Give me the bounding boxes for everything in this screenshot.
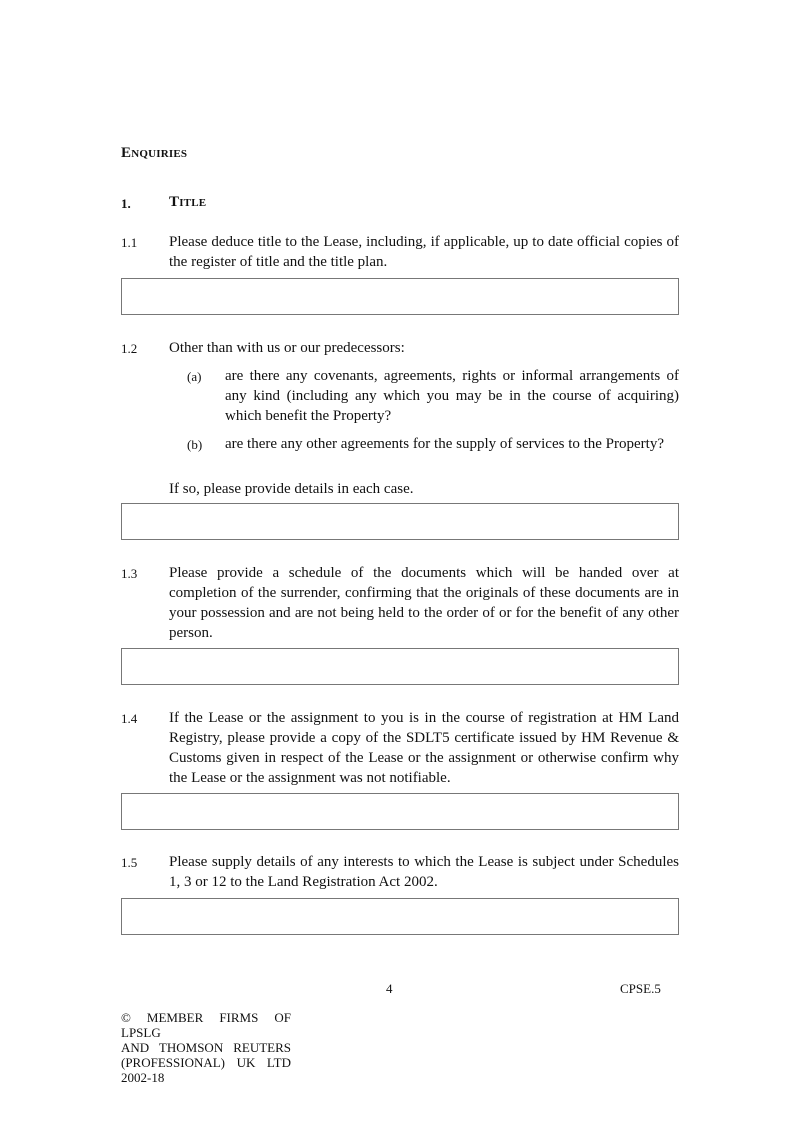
- sub-text-b: are there any other agreements for the supply of services to the Property?: [225, 436, 664, 452]
- sub-text-a: are there any covenants, agreements, rights or informal arrangements of any kind (including any which you may be in the course of acquiring) which benefit the Property?: [225, 368, 679, 424]
- followup-text-1-2: If so, please provide details in each case.: [169, 481, 414, 497]
- page-number: 4: [386, 981, 393, 996]
- answer-box-1-3[interactable]: [121, 648, 679, 685]
- item-text-1-3: Please provide a schedule of the documents which will be handed over at completion of the surrender, confirming that the originals of these documents are in your possession and are not being held to the order of or for the benefit of any other person.: [169, 565, 679, 641]
- page-heading: Enquiries: [121, 145, 188, 161]
- section-title: Title: [169, 194, 207, 210]
- answer-box-1-1[interactable]: [121, 278, 679, 315]
- section-number: 1.: [121, 196, 131, 211]
- form-reference: CPSE.5: [620, 981, 661, 996]
- item-number-1-1: 1.1: [121, 235, 138, 250]
- sub-label-b: (b): [187, 437, 203, 452]
- answer-box-1-5[interactable]: [121, 898, 679, 935]
- item-text-1-1: Please deduce title to the Lease, including, if applicable, up to date official copies of the register of title and the title plan.: [169, 234, 679, 270]
- item-number-1-4: 1.4: [121, 711, 138, 726]
- answer-box-1-2[interactable]: [121, 503, 679, 540]
- answer-box-1-4[interactable]: [121, 793, 679, 830]
- item-text-1-5: Please supply details of any interests to which the Lease is subject under Schedules 1, 3 or 12 to the Land Registration Act 2002.: [169, 854, 679, 890]
- sub-label-a: (a): [187, 369, 202, 384]
- copyright-line: © MEMBER FIRMS OF LPSLG: [121, 1010, 291, 1040]
- item-number-1-5: 1.5: [121, 855, 138, 870]
- copyright-notice: [121, 1010, 291, 1085]
- item-number-1-3: 1.3: [121, 566, 138, 581]
- item-number-1-2: 1.2: [121, 341, 138, 356]
- item-text-1-4: If the Lease or the assignment to you is in the course of registration at HM Land Registry, please provide a copy of the SDLT5 certificate issued by HM Revenue & Customs given in respect of the Lease or the assignment or otherwise confirm why the Lease or the assignment was not notifiable.: [169, 710, 679, 786]
- copyright-line: (PROFESSIONAL) UK LTD: [121, 1055, 291, 1070]
- copyright-line: AND THOMSON REUTERS: [121, 1040, 291, 1055]
- copyright-line: 2002-18: [121, 1070, 165, 1085]
- item-text-1-2: Other than with us or our predecessors:: [169, 340, 405, 356]
